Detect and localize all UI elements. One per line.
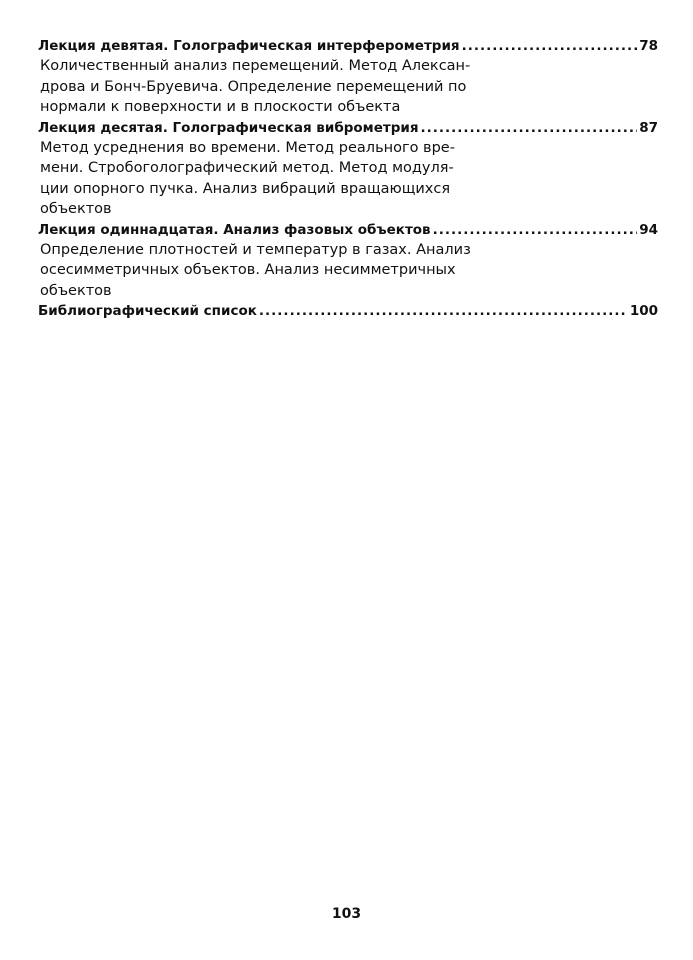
description-line: ции опорного пучка. Анализ вибраций вращающихся: [40, 180, 451, 197]
toc-entry-page-number: 78: [639, 38, 658, 54]
description-line: объектов: [40, 201, 112, 217]
toc-entry-lecture-11: [38, 220, 658, 302]
description-line: Определение плотностей и температур в газах. Анализ: [40, 241, 471, 258]
toc-entry-page-number: 94: [639, 221, 658, 238]
toc-entry-title: Библиографический список: [38, 303, 257, 319]
toc-entry-lecture-10: [38, 118, 658, 220]
dot-leader: [462, 36, 638, 56]
dot-leader: [259, 301, 628, 321]
toc-entry-lecture-9: [38, 36, 658, 118]
toc-entry-heading: [38, 118, 658, 138]
toc-entry-description: [40, 56, 560, 118]
toc-entry-heading: [38, 220, 658, 240]
description-line: дрова и Бонч-Бруевича. Определение перемещений по: [40, 78, 467, 95]
toc-entry-heading: [38, 301, 658, 321]
toc-entry-page-number: 100: [629, 303, 658, 319]
description-line: Количественный анализ перемещений. Метод Алексан-: [40, 58, 471, 74]
page-number: 103: [331, 906, 362, 922]
toc-entry-bibliography: [38, 301, 658, 321]
description-line: осесимметричных объектов. Анализ несимметричных: [40, 262, 456, 278]
toc-entry-heading: [38, 36, 658, 56]
toc-entry-title: Лекция одиннадцатая. Анализ фазовых объектов: [38, 221, 431, 238]
description-line: нормали к поверхности и в плоскости объекта: [40, 99, 401, 115]
description-line: мени. Стробоголографический метод. Метод модуля-: [40, 160, 454, 176]
dot-leader: [421, 118, 638, 138]
description-line: Метод усреднения во времени. Метод реального вре-: [40, 139, 455, 156]
dot-leader: [433, 220, 638, 240]
toc-entry-page-number: 87: [639, 119, 658, 136]
description-line: объектов: [40, 282, 112, 299]
toc-entry-title: Лекция десятая. Голографическая виброметрия: [38, 119, 419, 136]
table-of-contents: [38, 36, 658, 321]
toc-entry-description: [40, 138, 560, 220]
toc-entry-title: Лекция девятая. Голографическая интерферометрия: [38, 38, 460, 54]
toc-entry-description: [40, 240, 560, 302]
